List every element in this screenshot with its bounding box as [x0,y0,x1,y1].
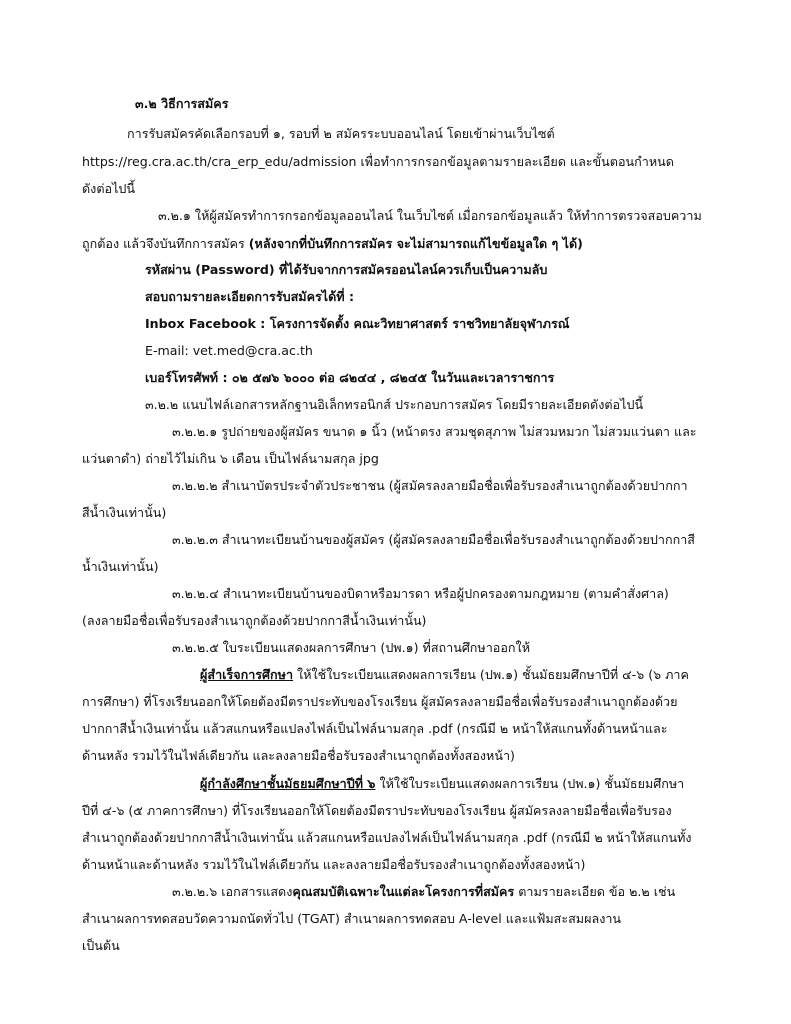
contact-facebook: Inbox Facebook : โครงการจัดตั้ง คณะวิทยาศาสตร์ ราชวิทยาลัยจุฬาภรณ์ [145,316,570,331]
intro-line-2: https://reg.cra.ac.th/cra_erp_edu/admission เพื่อทำการกรอกข้อมูลตามรายละเอียด และขั้นตอนกำหนด [82,154,674,169]
studying-line-3: สำเนาถูกต้องด้วยปากกาสีน้ำเงินเท่านั้น แล้วสแกนหรือแปลงไฟล์เป็นไฟล์นามสกุล .pdf (กรณีมี ๒ หน้าให้สแกนทั้ง [82,830,692,845]
contact-phone: เบอร์โทรศัพท์ : ๐๒ ๕๗๖ ๖๐๐๐ ต่อ ๘๒๔๔ , ๘๒๔๕ ในวันและเวลาราชการ [145,370,555,385]
studying-line-1-text: ให้ใช้ใบระเบียนแสดงผลการเรียน (ปพ.๑) ชั้นมัธยมศึกษา [375,776,685,791]
graduated-line-2: การศึกษา) ที่โรงเรียนออกให้โดยต้องมีตราประทับของโรงเรียน ผู้สมัครลงลายมือชื่อเพื่อรับรองสำเนาถูกต้องด้วย [82,694,678,709]
item-6-qualification: คุณสมบัติเฉพาะในแต่ละโครงการที่สมัคร [292,884,515,899]
studying-line-1 [200,778,684,791]
item-4-line-2: (ลงลายมือชื่อเพื่อรับรองสำเนาถูกต้องด้วยปากกาสีน้ำเงินเท่านั้น) [82,613,427,628]
item-6-prefix: ๓.๒.๒.๖ เอกสารแสดง [172,884,293,899]
item-6-line-1 [172,886,675,899]
graduated-line-1-text: ให้ใช้ใบระเบียนแสดงผลการเรียน (ปพ.๑) ชั้นมัธยมศึกษาปีที่ ๔-๖ (๖ ภาค [293,667,689,682]
item-6-line-3: เป็นต้น [82,938,120,953]
studying-label: ผู้กำลังศึกษาชั้นมัธยมศึกษาปีที่ ๖ [200,776,376,791]
graduated-line-4: ด้านหลัง รวมไว้ในไฟล์เดียวกัน และลงลายมือชื่อรับรองสำเนาถูกต้องทั้งสองหน้า) [82,748,515,763]
graduated-line-3: ปากกาสีน้ำเงินเท่านั้น แล้วสแกนหรือแปลงไฟล์เป็นไฟล์นามสกุล .pdf (กรณีมี ๒ หน้าให้สแกนทั้งด้านหน้าและ [82,721,668,736]
section-heading: ๓.๒ วิธีการสมัคร [135,96,229,111]
item-1-line-1: ๓.๒.๒.๑ รูปถ่ายของผู้สมัคร ขนาด ๑ นิ้ว (หน้าตรง สวมชุดสุภาพ ไม่สวมหมวก ไม่สวมแว่นตา และ [172,424,697,439]
contact-email: E-mail: vet.med@cra.ac.th [145,343,313,358]
item-2-line-2: สีน้ำเงินเท่านั้น) [82,505,167,520]
graduated-line-1 [200,669,689,682]
step-2-2-heading: ๓.๒.๒ แนบไฟล์เอกสารหลักฐานอิเล็กทรอนิกส์ ประกอบการสมัคร โดยมีรายละเอียดดังต่อไปนี้ [145,397,644,412]
studying-line-4: ด้านหน้าและด้านหลัง รวมไว้ในไฟล์เดียวกัน และลงลายมือชื่อรับรองสำเนาถูกต้องทั้งสองหน้า) [82,857,586,872]
item-3-line-2: น้ำเงินเท่านั้น) [82,559,159,574]
step-2-1-warning: (หลังจากที่บันทึกการสมัคร จะไม่สามารถแก้ไขข้อมูลใด ๆ ได้) [248,236,583,251]
intro-line-3: ดังต่อไปนี้ [82,181,136,196]
step-2-1-line-2-text: ถูกต้อง แล้วจึงบันทึกการสมัคร [82,236,249,251]
step-2-1-line-2 [82,238,583,251]
item-4-line-1: ๓.๒.๒.๔ สำเนาทะเบียนบ้านของบิดาหรือมารดา หรือผู้ปกครองตามกฎหมาย (ตามคำสั่งศาล) [172,586,669,601]
item-3-line-1: ๓.๒.๒.๓ สำเนาทะเบียนบ้านของผู้สมัคร (ผู้สมัครลงลายมือชื่อเพื่อรับรองสำเนาถูกต้องด้วยปากกาสี [172,532,695,547]
graduated-label: ผู้สำเร็จการศึกษา [200,667,294,682]
item-1-line-2: แว่นตาดำ) ถ่ายไว้ไม่เกิน ๖ เดือน เป็นไฟล์นามสกุล jpg [82,451,379,466]
item-6-line-2: สำเนาผลการทดสอบวัดความถนัดทั่วไป (TGAT) สำเนาผลการทดสอบ A-level และแฟ้มสะสมผลงาน [82,911,622,926]
item-5: ๓.๒.๒.๕ ใบระเบียนแสดงผลการศึกษา (ปพ.๑) ที่สถานศึกษาออกให้ [172,640,531,655]
item-2-line-1: ๓.๒.๒.๒ สำเนาบัตรประจำตัวประชาชน (ผู้สมัครลงลายมือชื่อเพื่อรับรองสำเนาถูกต้องด้วยปากกา [172,478,688,493]
studying-line-2: ปีที่ ๔-๖ (๕ ภาคการศึกษา) ที่โรงเรียนออกให้โดยต้องมีตราประทับของโรงเรียน ผู้สมัครลงลายมือชื่อเพื่อรับรอง [82,803,672,818]
intro-line-1: การรับสมัครคัดเลือกรอบที่ ๑, รอบที่ ๒ สมัครระบบออนไลน์ โดยเข้าผ่านเว็บไซต์ [127,126,555,141]
item-6-suffix: ตามรายละเอียด ข้อ ๒.๒ เช่น [514,884,676,899]
step-2-1-line-1: ๓.๒.๑ ให้ผู้สมัครทำการกรอกข้อมูลออนไลน์ ในเว็บไซต์ เมื่อกรอกข้อมูลแล้ว ให้ทำการตรวจสอบความ [158,208,702,223]
password-note: รหัสผ่าน (Password) ที่ได้รับจากการสมัครออนไลน์ควรเก็บเป็นความลับ [145,262,548,277]
contact-heading: สอบถามรายละเอียดการรับสมัครได้ที่ : [145,289,354,304]
